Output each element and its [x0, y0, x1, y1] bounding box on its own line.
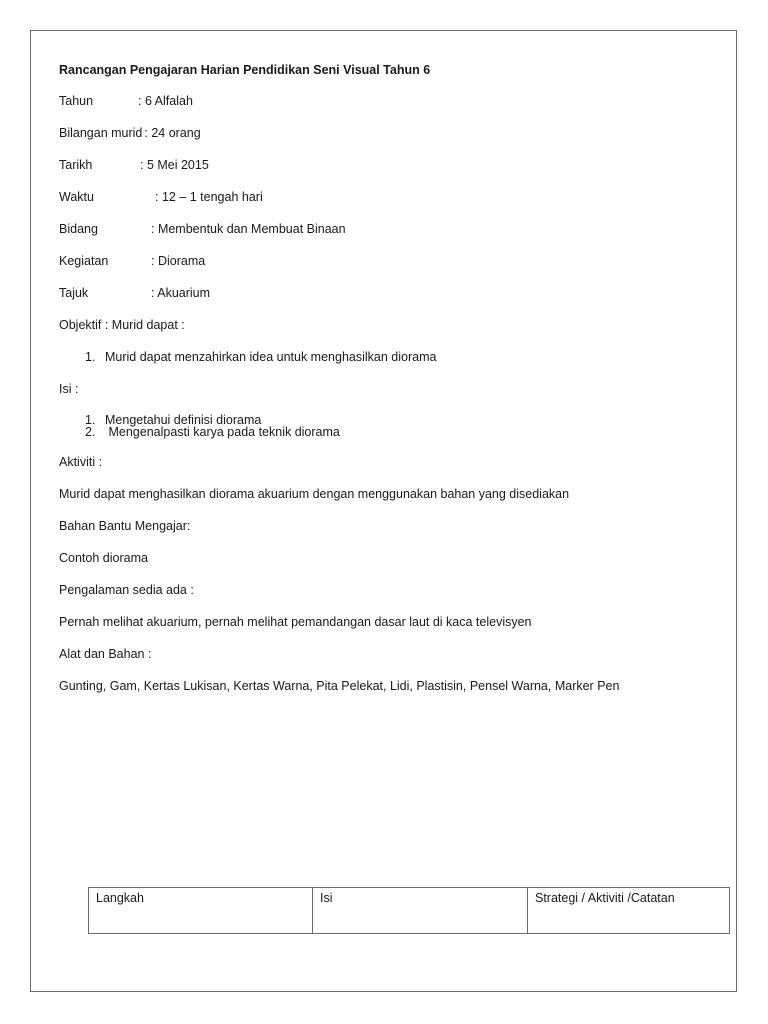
- table-header-row: [89, 888, 730, 934]
- field-value: : 5 Mei 2015: [140, 158, 209, 172]
- isi-list: [59, 414, 699, 438]
- field-value: : Diorama: [151, 254, 206, 268]
- field-label: Bilangan murid: [59, 126, 143, 140]
- bbm-heading: Bahan Bantu Mengajar:: [59, 519, 191, 533]
- aktiviti-heading: Aktiviti :: [59, 455, 103, 469]
- field-waktu: [59, 190, 699, 205]
- column-header-langkah: Langkah: [89, 888, 313, 934]
- field-tajuk: [59, 286, 699, 301]
- field-value: : 24 orang: [144, 126, 201, 140]
- document-title: Rancangan Pengajaran Harian Pendidikan Seni Visual Tahun 6: [59, 63, 431, 77]
- field-label: Waktu: [59, 190, 94, 204]
- field-label: Kegiatan: [59, 254, 109, 268]
- list-item: [59, 350, 699, 365]
- field-tahun: [59, 94, 699, 109]
- field-label: Tajuk: [59, 286, 89, 300]
- objektif-list: [59, 350, 699, 365]
- objektif-heading: Objektif : Murid dapat :: [59, 318, 185, 332]
- aktiviti-text: Murid dapat menghasilkan diorama akuarium dengan menggunakan bahan yang disediakan: [59, 487, 570, 501]
- pengalaman-text: Pernah melihat akuarium, pernah melihat pemandangan dasar laut di kaca televisyen: [59, 615, 532, 629]
- list-text: Murid dapat menzahirkan idea untuk menghasilkan diorama: [105, 350, 437, 364]
- field-bilangan-murid: [59, 126, 699, 141]
- field-bidang: [59, 222, 699, 237]
- pengalaman-heading: Pengalaman sedia ada :: [59, 583, 194, 597]
- field-tarikh: [59, 158, 699, 173]
- list-number: 1.: [85, 350, 96, 364]
- isi-heading: Isi :: [59, 382, 79, 396]
- field-value: : 12 – 1 tengah hari: [155, 190, 263, 204]
- field-value: : Membentuk dan Membuat Binaan: [151, 222, 346, 236]
- field-value: : Akuarium: [151, 286, 211, 300]
- alat-text: Gunting, Gam, Kertas Lukisan, Kertas Warna, Pita Pelekat, Lidi, Plastisin, Pensel Warna, Marker Pen: [59, 679, 620, 693]
- lesson-plan-content: [59, 63, 699, 711]
- field-label: Tahun: [59, 94, 94, 108]
- list-number: 1.: [85, 413, 96, 427]
- list-text: Mengetahui definisi diorama: [105, 413, 262, 427]
- field-label: Tarikh: [59, 158, 93, 172]
- column-header-isi: Isi: [313, 888, 528, 934]
- field-label: Bidang: [59, 222, 98, 236]
- list-number: 2.: [85, 425, 96, 439]
- list-text: Mengenalpasti karya pada teknik diorama: [105, 425, 340, 439]
- field-kegiatan: [59, 254, 699, 269]
- field-value: : 6 Alfalah: [138, 94, 193, 108]
- bbm-text: Contoh diorama: [59, 551, 148, 565]
- lesson-steps-table: [88, 887, 730, 934]
- alat-heading: Alat dan Bahan :: [59, 647, 152, 661]
- list-item: [59, 426, 699, 438]
- column-header-strategi: Strategi / Aktiviti /Catatan: [528, 888, 730, 934]
